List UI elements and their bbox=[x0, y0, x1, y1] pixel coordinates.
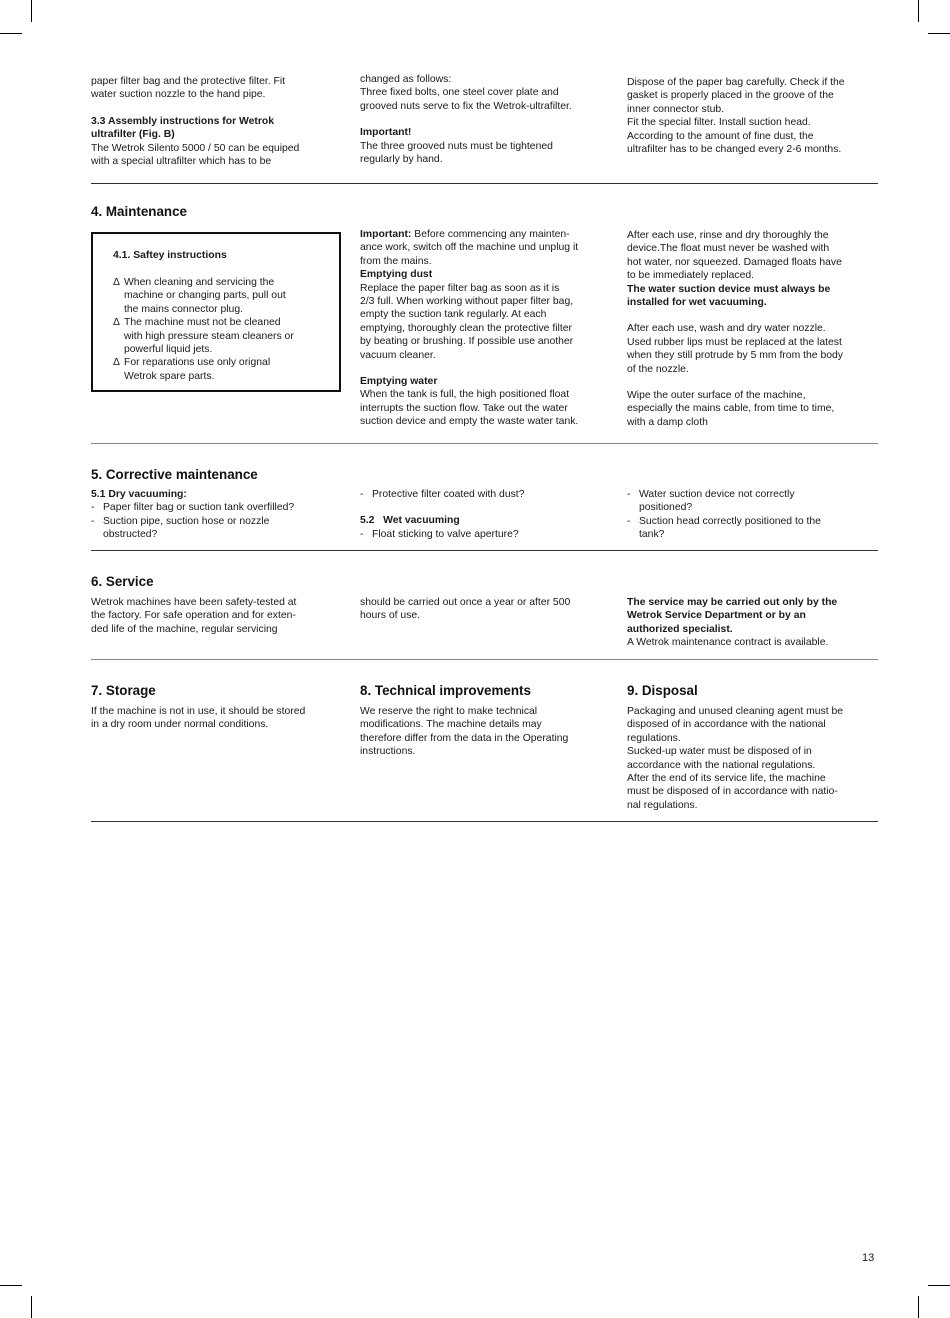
warning-triangle-icon: Δ bbox=[113, 357, 120, 369]
maintenance-column-2: Important: Before commencing any mainten- ance work, switch off the machine und unplug it from the mains. Emptying dust Replace the paper filter bag as soon as it is 2/3 full. When working without paper filter bag, empty the suction tank regularly. At each emptying, thoroughly clean the protective filter by beating or brushing. If possible use another vacuum cleaner. Emptying water When the tank is full, the high positioned float interrupts the suction flow. Take out the water suction device and empty the waste water tank. bbox=[360, 228, 622, 429]
maintenance-column-3: After each use, rinse and dry thoroughly the device.The float must never be washed with hot water, nor squeezed. Damaged floats have to be immediately replaced. The water suction device must always be installed for wet vacuuming. After each use, wash and dry water nozzle. Used rubber lips must be replaced at the latest when they still protrude by 5 mm from the body of the nozzle. Wipe the outer surface of the machine, especially the mains cable, from time to time, with a damp cloth bbox=[627, 230, 843, 428]
crop-mark-top-right-vertical bbox=[918, 0, 919, 22]
emptying-dust-subheading: Emptying dust bbox=[360, 269, 433, 281]
corrective-maintenance-heading: 5. Corrective maintenance bbox=[91, 467, 258, 482]
maintenance-heading: 4. Maintenance bbox=[91, 204, 187, 219]
service-heading: 6. Service bbox=[91, 574, 154, 589]
list-item: - Float sticking to valve aperture? bbox=[360, 528, 519, 540]
section-divider bbox=[91, 821, 878, 822]
top-column-1: paper filter bag and the protective filter. Fit water suction nozzle to the hand pipe. 3.3 Assembly instructions for Wetrok ultrafilter (Fig. B) The Wetrok Silento 5000 / 50 can be equiped with a special ultrafilter which has to be bbox=[91, 75, 346, 168]
section-divider bbox=[91, 443, 878, 444]
storage-heading: 7. Storage bbox=[91, 683, 156, 698]
section-divider bbox=[91, 183, 878, 184]
warning-triangle-icon: Δ bbox=[113, 277, 120, 288]
list-item: Δ For reparations use only orignal Wetrok spare parts. bbox=[113, 357, 271, 382]
dry-vacuuming-subheading: 5.1 Dry vacuuming: bbox=[91, 489, 187, 500]
technical-improvements-heading: 8. Technical improvements bbox=[360, 683, 531, 698]
service-column-1: Wetrok machines have been safety-tested at the factory. For safe operation and for exten- ded life of the machine, regular servicing bbox=[91, 597, 297, 635]
list-item: - Suction pipe, suction hose or nozzle obstructed? bbox=[91, 515, 270, 541]
important-label: Important! bbox=[360, 127, 412, 139]
safety-instructions-box bbox=[91, 232, 341, 392]
emptying-water-subheading: Emptying water bbox=[360, 376, 438, 388]
service-column-2: should be carried out once a year or after 500 hours of use. bbox=[360, 597, 571, 622]
corrective-column-2 bbox=[360, 488, 622, 541]
list-item: - Protective filter coated with dust? bbox=[360, 489, 525, 500]
section-divider bbox=[91, 550, 878, 551]
warning-triangle-icon: Δ bbox=[113, 317, 120, 329]
wet-vacuuming-subheading: 5.2 Wet vacuuming bbox=[360, 515, 460, 527]
list-item: Δ When cleaning and servicing the machine or changing parts, pull out the mains connector plug. bbox=[113, 277, 286, 315]
list-item: Δ The machine must not be cleaned with high pressure steam cleaners or powerful liquid jets. bbox=[113, 317, 294, 356]
list-item: - Paper filter bag or suction tank overfilled? bbox=[91, 502, 295, 514]
corrective-column-1 bbox=[91, 488, 353, 542]
crop-mark-bottom-right-vertical bbox=[918, 1296, 919, 1318]
safety-list bbox=[113, 276, 338, 383]
page-number: 13 bbox=[862, 1252, 875, 1264]
technical-improvements-text: We reserve the right to make technical modifications. The machine details may therefore differ from the data in the Operating instructions. bbox=[360, 706, 569, 758]
crop-mark-top-right-horizontal bbox=[928, 33, 950, 34]
assembly-subheading-line-2: ultrafilter (Fig. B) bbox=[91, 129, 175, 141]
crop-mark-top-left-vertical bbox=[31, 0, 32, 22]
disposal-text: Packaging and unused cleaning agent must be disposed of in accordance with the national regulations. Sucked-up water must be disposed of in accordance with the national regulations. After the end of its service life, the machine must be disposed of in accordance with natio- nal regulations. bbox=[627, 706, 844, 811]
crop-mark-bottom-right-horizontal bbox=[928, 1285, 950, 1286]
crop-mark-bottom-left-vertical bbox=[31, 1296, 32, 1318]
crop-mark-bottom-left-horizontal bbox=[0, 1285, 22, 1286]
storage-text: If the machine is not in use, it should be stored in a dry room under normal conditions. bbox=[91, 706, 306, 731]
list-item: - Water suction device not correctly positioned? bbox=[627, 489, 795, 514]
disposal-heading: 9. Disposal bbox=[627, 683, 698, 698]
top-column-3: Dispose of the paper bag carefully. Check if the gasket is properly placed in the groove of the inner connector stub. Fit the special filter. Install suction head. According to the amount of fine dust, the ultrafilter has to be changed every 2-6 months. bbox=[627, 77, 845, 156]
important-label: Important: bbox=[360, 229, 412, 240]
service-column-3: The service may be carried out only by the Wetrok Service Department or by an authorized specialist. A Wetrok maintenance contract is available. bbox=[627, 597, 838, 649]
list-item: - Suction head correctly positioned to the tank? bbox=[627, 515, 821, 541]
section-divider bbox=[91, 659, 878, 660]
safety-instructions-title: 4.1. Saftey instructions bbox=[113, 250, 227, 261]
top-column-2: changed as follows: Three fixed bolts, one steel cover plate and grooved nuts serve to fix the Wetrok-ultrafilter. Important! The three grooved nuts must be tightened regularly by hand. bbox=[360, 73, 615, 166]
corrective-column-3 bbox=[627, 488, 889, 542]
assembly-subheading: 3.3 Assembly instructions for Wetrok bbox=[91, 115, 275, 127]
crop-mark-top-left-horizontal bbox=[0, 33, 22, 34]
